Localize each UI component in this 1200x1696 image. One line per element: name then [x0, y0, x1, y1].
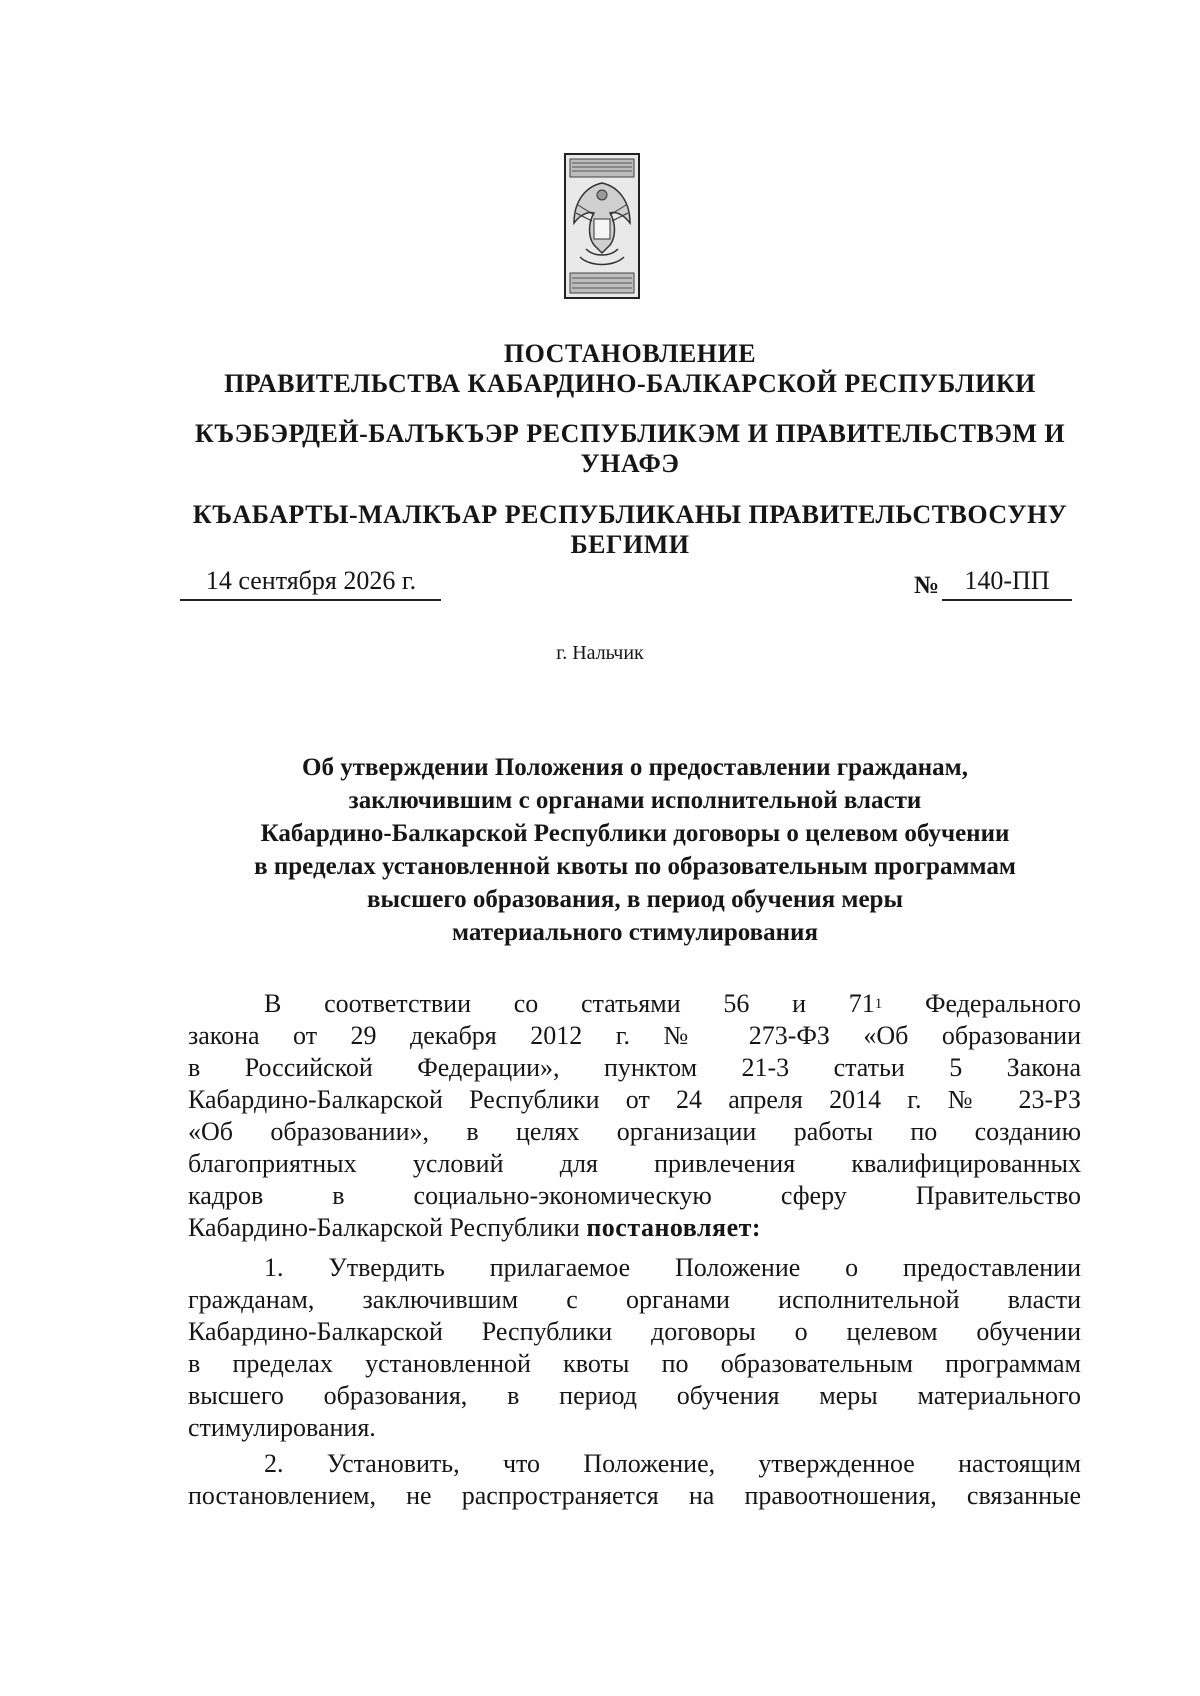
preamble-line: кадров в социально-экономическую сферу Правительство: [188, 1181, 1081, 1210]
preamble-line-1: [188, 988, 1081, 1020]
item-2-line: 2. Установить, что Положение, утвержденное настоящим: [264, 1449, 1081, 1478]
document-header-kab: [180, 419, 1080, 479]
superscript: 1: [874, 996, 883, 1012]
issuer-kab-line2: УНАФЭ: [580, 449, 680, 478]
preamble-line: в Российской Федерации», пунктом 21-3 статьи 5 Закона: [188, 1053, 1081, 1082]
document-header-ru: [180, 339, 1080, 399]
title-line: заключившим с органами исполнительной власти: [348, 787, 922, 814]
preamble-line: благоприятных условий для привлечения квалифицированных: [188, 1149, 1081, 1178]
document-title: [195, 751, 1075, 949]
preamble-text-8a: Кабардино-Балкарской Республики: [188, 1213, 580, 1242]
item-1-line: Кабардино-Балкарской Республики договоры о целевом обучении: [188, 1317, 1081, 1346]
preamble-line: «Об образовании», в целях организации работы по созданию: [188, 1117, 1081, 1146]
item-1-line: высшего образования, в период обучения меры материального: [188, 1381, 1081, 1410]
title-line: материального стимулирования: [452, 919, 818, 946]
issuer-blk-line2: БЕГИМИ: [570, 530, 690, 559]
issuer-blk-line1: КЪАБАРТЫ-МАЛКЪАР РЕСПУБЛИКАНЫ ПРАВИТЕЛЬСТВОСУНУ: [192, 500, 1068, 529]
resolves-keyword: постановляет:: [586, 1213, 762, 1242]
issuer-kab-line1: КЪЭБЭРДЕЙ-БАЛЪКЪЭР РЕСПУБЛИКЭМ И ПРАВИТЕЛЬСТВЭМ И: [194, 419, 1066, 448]
preamble-text-1a: В соответствии со статьями 56 и 71: [264, 989, 875, 1018]
title-line: Кабардино-Балкарской Республики договоры о целевом обучении: [260, 820, 1010, 847]
title-line: Об утверждении Положения о предоставлении гражданам,: [302, 754, 968, 781]
title-line: в пределах установленной квоты по образовательным программам: [254, 853, 1016, 880]
preamble-line: Кабардино-Балкарской Республики от 24 апреля 2014 г. № 23-РЗ: [188, 1085, 1081, 1114]
document-header-blk: [180, 500, 1080, 560]
item-1-line: в пределах установленной квоты по образовательным программам: [188, 1349, 1081, 1378]
item-1-paragraph: [188, 1252, 1081, 1444]
preamble-line-8: [188, 1212, 1081, 1244]
document-date: 14 сентября 2026 г.: [205, 566, 417, 595]
item-2-line: постановлением, не распространяется на правоотношения, связанные: [188, 1481, 1081, 1510]
item-1-line: гражданам, заключившим с органами исполнительной власти: [188, 1285, 1081, 1314]
preamble-line: закона от 29 декабря 2012 г. № 273-ФЗ «Об образовании: [188, 1021, 1081, 1050]
title-line: высшего образования, в период обучения меры: [367, 886, 903, 913]
item-1-line: стимулирования.: [188, 1413, 376, 1442]
date-underline: [180, 599, 441, 601]
doc-type: ПОСТАНОВЛЕНИЕ: [503, 339, 757, 368]
item-1-line: 1. Утвердить прилагаемое Положение о предоставлении: [264, 1253, 1081, 1282]
preamble-paragraph: [188, 988, 1081, 1244]
issuer-ru: ПРАВИТЕЛЬСТВА КАБАРДИНО-БАЛКАРСКОЙ РЕСПУБЛИКИ: [224, 369, 1036, 398]
number-underline: [942, 599, 1072, 601]
coat-of-arms-emblem: [564, 153, 640, 299]
document-number: 140-ПП: [964, 566, 1050, 595]
document-city: г. Нальчик: [556, 642, 644, 664]
item-2-paragraph: [188, 1448, 1081, 1512]
preamble-text-1b: Федерального: [924, 989, 1081, 1018]
number-sign: №: [914, 572, 940, 599]
